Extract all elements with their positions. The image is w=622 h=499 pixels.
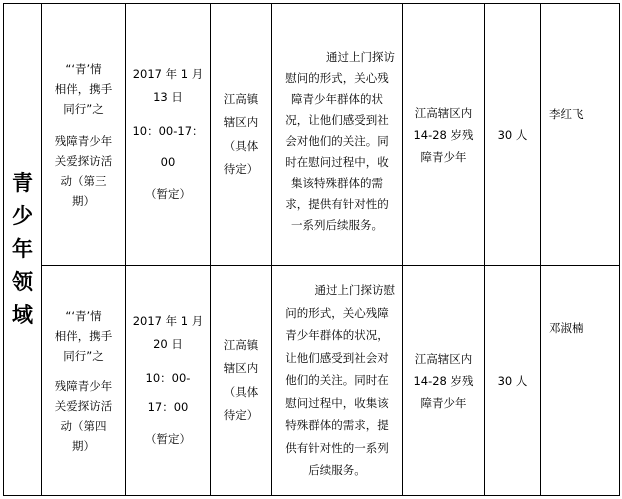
description-line: 慰问的形式，关心残 bbox=[285, 71, 389, 85]
category-char: 少 bbox=[12, 204, 33, 228]
description-cell bbox=[272, 266, 403, 496]
description-line: 通过上门探访慰 bbox=[314, 283, 395, 298]
activity-name-cell bbox=[42, 4, 126, 266]
description-line: 特殊群体的需求，提 bbox=[285, 418, 389, 433]
category-char: 青 bbox=[12, 171, 33, 195]
place-cell bbox=[211, 4, 272, 266]
time-line: （暂定） bbox=[145, 431, 191, 446]
place-cell bbox=[211, 266, 272, 496]
description-line: 问的形式，关心残障 bbox=[285, 305, 389, 320]
place-line: （具体 bbox=[223, 384, 259, 399]
count-cell: 30 人 bbox=[485, 266, 541, 496]
description-line: 慰问过程中，收集该 bbox=[285, 395, 389, 410]
place-line: 待定） bbox=[223, 408, 259, 422]
activity-line: 相伴，携手 bbox=[54, 328, 113, 343]
time-line: （暂定） bbox=[145, 186, 191, 201]
description-line: 让他们感受到社会对 bbox=[285, 350, 389, 365]
description-line: 会对他们的关注。同 bbox=[285, 134, 389, 148]
description-line: 一系列后续服务。 bbox=[291, 218, 383, 232]
target-line: 江高辖区内 bbox=[414, 351, 473, 366]
activity-line: 关爱探访活 bbox=[54, 153, 113, 168]
time-cell bbox=[126, 266, 211, 496]
time-line: 17：00 bbox=[147, 400, 189, 415]
time-line: 2017 年 1 月 bbox=[132, 313, 204, 328]
count-cell: 30 人 bbox=[485, 4, 541, 266]
description-line: 供有针对性的一系列 bbox=[285, 440, 389, 455]
activity-table bbox=[3, 3, 620, 496]
time-line: 10：00-17： bbox=[132, 123, 204, 138]
category-char: 年 bbox=[12, 237, 33, 261]
activity-line: 动（第三 bbox=[60, 173, 107, 188]
description-line: 时在慰问过程中，收 bbox=[285, 155, 389, 169]
time-line: 13 日 bbox=[153, 90, 183, 105]
activity-line: 相伴，携手 bbox=[54, 81, 113, 96]
activity-line: “‘青’情 bbox=[65, 61, 102, 76]
activity-line: 关爱探访活 bbox=[54, 398, 113, 413]
time-line: 00 bbox=[160, 155, 176, 170]
activity-name-cell bbox=[42, 266, 126, 496]
person-cell: 李红飞 bbox=[541, 4, 620, 266]
place-line: 辖区内 bbox=[223, 361, 259, 375]
time-line: 20 日 bbox=[153, 337, 183, 352]
activity-line: 期） bbox=[72, 438, 95, 453]
target-line: 障青少年 bbox=[420, 149, 467, 164]
target-line: 14-28 岁残 bbox=[413, 373, 474, 388]
target-line: 14-28 岁残 bbox=[413, 127, 474, 142]
description-line: 集该特殊群体的需 bbox=[291, 176, 383, 190]
description-line: 青少年群体的状况， bbox=[285, 328, 389, 343]
time-line: 10：00- bbox=[145, 370, 191, 385]
person-cell: 邓淑楠 bbox=[541, 266, 620, 496]
time-cell bbox=[126, 4, 211, 266]
description-line: 后续服务。 bbox=[308, 463, 366, 478]
place-line: （具体 bbox=[223, 138, 259, 153]
target-line: 江高辖区内 bbox=[414, 105, 473, 120]
place-line: 江高镇 bbox=[223, 91, 259, 106]
activity-line: 期） bbox=[72, 193, 95, 208]
description-line: 求，提供有针对性的 bbox=[285, 197, 389, 211]
description-line: 他们的关注。同时在 bbox=[285, 373, 389, 388]
place-line: 江高镇 bbox=[223, 337, 259, 352]
table-row bbox=[4, 266, 620, 496]
category-char: 域 bbox=[12, 303, 33, 327]
place-line: 待定） bbox=[223, 162, 259, 176]
description-line: 障青少年群体的状 bbox=[291, 92, 383, 106]
activity-line: 同行”之 bbox=[63, 348, 104, 363]
activity-line: 同行”之 bbox=[63, 101, 104, 116]
description-cell bbox=[272, 4, 403, 266]
activity-line: 动（第四 bbox=[60, 418, 107, 433]
place-line: 辖区内 bbox=[223, 115, 259, 129]
description-line: 通过上门探访 bbox=[326, 50, 395, 64]
category-cell bbox=[4, 4, 42, 496]
target-line: 障青少年 bbox=[420, 395, 467, 410]
table-row bbox=[4, 4, 620, 266]
category-char: 领 bbox=[12, 270, 33, 294]
activity-line: 残障青少年 bbox=[54, 378, 113, 393]
description-line: 况，让他们感受到社 bbox=[285, 113, 389, 127]
target-cell bbox=[403, 4, 485, 266]
time-line: 2017 年 1 月 bbox=[132, 66, 204, 81]
activity-line: 残障青少年 bbox=[54, 133, 113, 148]
activity-line: “‘青’情 bbox=[65, 308, 102, 323]
target-cell bbox=[403, 266, 485, 496]
